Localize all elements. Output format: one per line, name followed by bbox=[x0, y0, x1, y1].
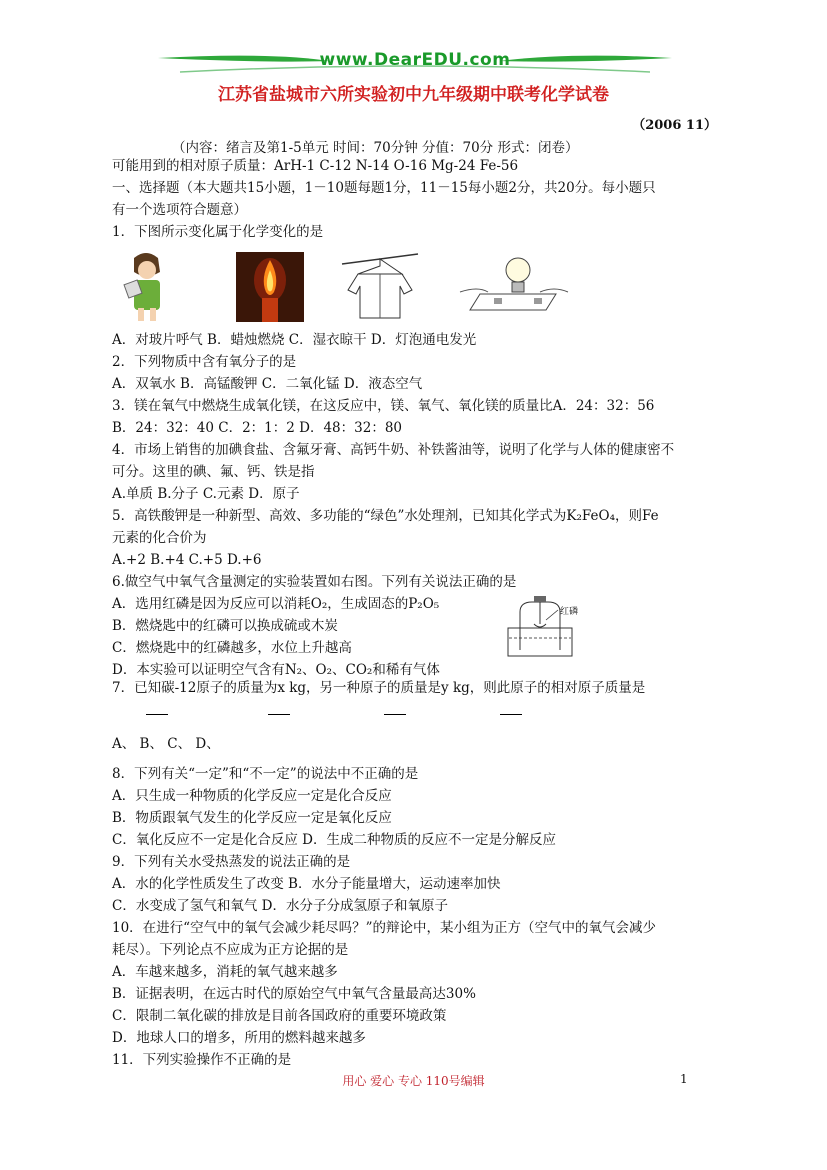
exam-date: （2006 11） bbox=[632, 118, 717, 133]
site-name: www.DearEDU.com bbox=[319, 50, 511, 70]
question-8-option-b: B．物质跟氧气发生的化学反应一定是氧化反应 bbox=[112, 810, 392, 826]
exam-info: （内容：绪言及第1-5单元 时间：70分钟 分值：70分 形式：闭卷） bbox=[172, 140, 579, 156]
page-title: 江苏省盐城市六所实验初中九年级期中联考化学试卷 bbox=[218, 85, 609, 105]
question-10-option-a: A．车越来越多，消耗的氧气越来越多 bbox=[112, 964, 338, 980]
fraction-bar-d bbox=[500, 714, 522, 715]
fraction-bar-b bbox=[268, 714, 290, 715]
question-6-option-c: C．燃烧匙中的红磷越多，水位上升越高 bbox=[112, 640, 352, 656]
girl-breathing-figure bbox=[120, 250, 172, 322]
oxygen-apparatus-figure bbox=[500, 594, 580, 658]
girl-icon bbox=[120, 250, 172, 322]
question-4: 4．市场上销售的加碘食盐、含氟牙膏、高钙牛奶、补铁酱油等，说明了化学与人体的健康密不 bbox=[112, 442, 675, 458]
question-10-option-c: C．限制二氧化碳的排放是目前各国政府的重要环境政策 bbox=[112, 1008, 447, 1024]
question-9: 9．下列有关水受热蒸发的说法正确的是 bbox=[112, 854, 351, 870]
section-heading-cont: 有一个选项符合题意） bbox=[112, 202, 247, 218]
candle-figure bbox=[236, 252, 304, 322]
question-4-cont: 可分。这里的碘、氟、钙、铁是指 bbox=[112, 464, 315, 480]
candle-flame-icon bbox=[236, 252, 304, 322]
question-10-option-d: D．地球人口的增多，所用的燃料越来越多 bbox=[112, 1030, 366, 1046]
fraction-bar-a bbox=[146, 714, 168, 715]
question-10-cont: 耗尽）。下列论点不应成为正方论据的是 bbox=[112, 942, 349, 958]
question-5: 5．高铁酸钾是一种新型、高效、多功能的“绿色”水处理剂，已知其化学式为K₂FeO₄，则Fe bbox=[112, 508, 659, 524]
question-6-option-d: D．本实验可以证明空气含有N₂、O₂、CO₂和稀有气体 bbox=[112, 662, 440, 678]
question-6-option-a: A．选用红磷是因为反应可以消耗O₂，生成固态的P₂O₅ bbox=[112, 596, 440, 612]
lightbulb-circuit-figure bbox=[458, 252, 570, 320]
question-8-option-cd: C．氧化反应不一定是化合反应 D．生成二种物质的反应不一定是分解反应 bbox=[112, 832, 556, 848]
question-5-cont: 元素的化合价为 bbox=[112, 530, 207, 546]
question-2: 2．下列物质中含有氧分子的是 bbox=[112, 354, 297, 370]
question-9-option-ab: A．水的化学性质发生了改变 B．水分子能量增大，运动速率加快 bbox=[112, 876, 501, 892]
fraction-bar-c bbox=[384, 714, 406, 715]
question-9-option-cd: C．水变成了氢气和氧气 D．水分子分成氢原子和氧原子 bbox=[112, 898, 448, 914]
atomic-mass-note: 可能用到的相对原子质量：ArH-1 C-12 N-14 O-16 Mg-24 Fe-56 bbox=[112, 158, 519, 174]
question-11: 11．下列实验操作不正确的是 bbox=[112, 1052, 292, 1068]
question-5-options: A.+2 B.+4 C.+5 D.+6 bbox=[112, 552, 262, 568]
question-2-options: A．双氧水 B．高锰酸钾 C．二氧化锰 D．液态空气 bbox=[112, 376, 423, 392]
shirt-hanger-icon bbox=[340, 250, 420, 322]
question-6: 6.做空气中氧气含量测定的实验装置如右图。下列有关说法正确的是 bbox=[112, 574, 517, 590]
question-7: 7．已知碳-12原子的质量为x kg，另一种原子的质量是y kg，则此原子的相对原子质量是 bbox=[112, 680, 646, 696]
question-10-option-b: B．证据表明，在远古时代的原始空气中氧气含量最高达30% bbox=[112, 986, 476, 1002]
question-6-option-b: B．燃烧匙中的红磷可以换成硫或木炭 bbox=[112, 618, 338, 634]
section-heading: 一、选择题（本大题共15小题，1－10题每题1分，11－15每小题2分，共20分。每小题只 bbox=[112, 180, 656, 196]
page-footer: 用心 爱心 专心 110号编辑 bbox=[342, 1074, 485, 1088]
page-number: 1 bbox=[680, 1072, 688, 1086]
lightbulb-icon bbox=[458, 252, 570, 320]
red-phosphorus-label: 红磷 bbox=[560, 607, 579, 617]
question-1-options: A．对玻片呼气 B．蜡烛燃烧 C．湿衣晾干 D．灯泡通电发光 bbox=[112, 332, 477, 348]
question-1: 1．下图所示变化属于化学变化的是 bbox=[112, 224, 324, 240]
question-8-option-a: A．只生成一种物质的化学反应一定是化合反应 bbox=[112, 788, 392, 804]
question-3-options: B．24：32：40 C．2：1：2 D．48：32：80 bbox=[112, 420, 402, 436]
question-3: 3．镁在氧气中燃烧生成氧化镁，在这反应中，镁、氧气、氧化镁的质量比A．24：32：56 bbox=[112, 398, 655, 414]
question-7-options: A、 B、 C、 D、 bbox=[112, 736, 220, 752]
clothes-drying-figure bbox=[340, 250, 420, 322]
question-8: 8．下列有关“一定”和“不一定”的说法中不正确的是 bbox=[112, 766, 419, 782]
question-4-options: A.单质 B.分子 C.元素 D．原子 bbox=[112, 486, 300, 502]
site-banner bbox=[150, 48, 680, 78]
question-10: 10．在进行“空气中的氧气会减少耗尽吗？”的辩论中，某小组为正方（空气中的氧气会减少 bbox=[112, 920, 656, 936]
